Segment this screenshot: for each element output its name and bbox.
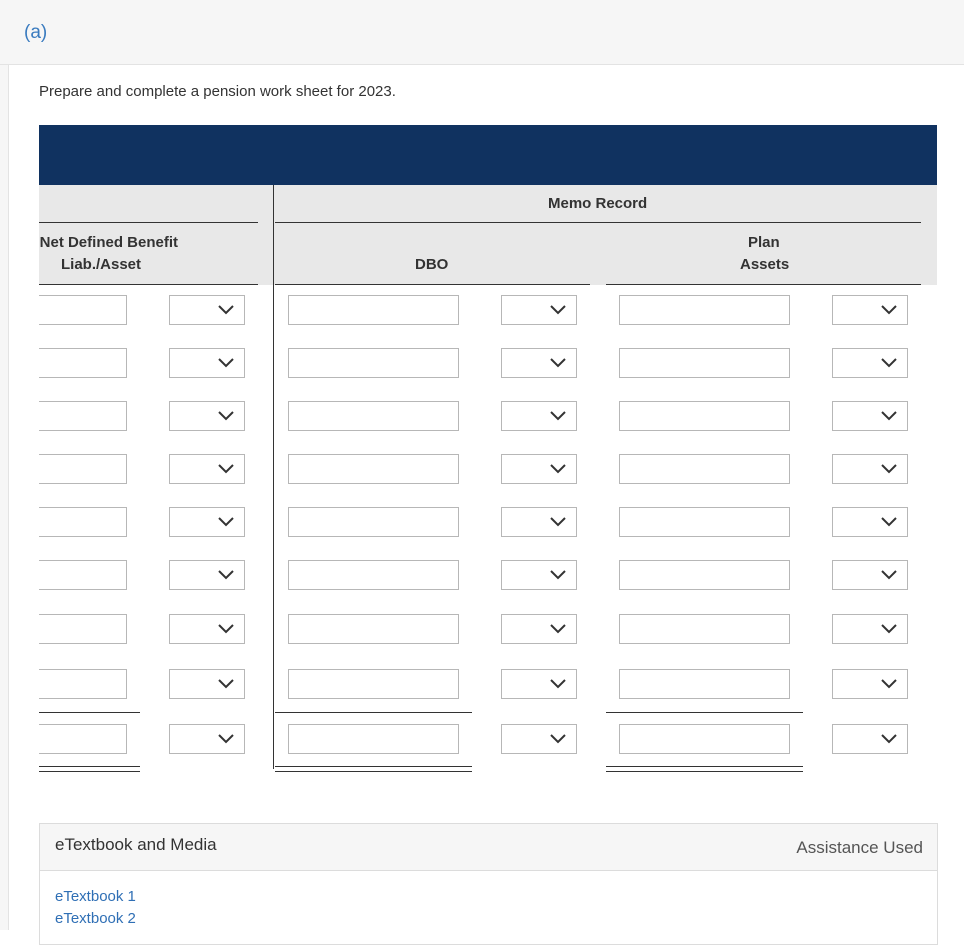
- chevron-down-icon: [550, 517, 566, 527]
- dbo-amount-input[interactable]: [288, 724, 459, 754]
- header-rule: [39, 222, 258, 223]
- dbo-amount-input[interactable]: [288, 614, 459, 644]
- dbo-dr-cr-select[interactable]: [501, 454, 577, 484]
- total-double-rule: [606, 766, 803, 772]
- plan-assets-dr-cr-select[interactable]: [832, 560, 908, 590]
- chevron-down-icon: [218, 305, 234, 315]
- etextbook-2-link[interactable]: eTextbook 2: [55, 910, 136, 927]
- header-rule: [275, 284, 590, 285]
- plan-assets-dr-cr-select[interactable]: [832, 454, 908, 484]
- plan-assets-dr-cr-select[interactable]: [832, 614, 908, 644]
- dbo-dr-cr-select[interactable]: [501, 669, 577, 699]
- plan-assets-header-line2: Assets: [740, 256, 790, 273]
- dbo-amount-input[interactable]: [288, 348, 459, 378]
- net-defined-benefit-dr-cr-select[interactable]: [169, 507, 245, 537]
- chevron-down-icon: [550, 411, 566, 421]
- plan-assets-amount-input[interactable]: [619, 295, 790, 325]
- net-defined-benefit-dr-cr-select[interactable]: [169, 348, 245, 378]
- dbo-amount-input[interactable]: [288, 401, 459, 431]
- plan-assets-amount-input[interactable]: [619, 401, 790, 431]
- dbo-amount-input[interactable]: [288, 669, 459, 699]
- chevron-down-icon: [881, 464, 897, 474]
- net-defined-benefit-amount-input[interactable]: [39, 401, 127, 431]
- chevron-down-icon: [881, 679, 897, 689]
- chevron-down-icon: [550, 624, 566, 634]
- net-defined-benefit-dr-cr-select[interactable]: [169, 295, 245, 325]
- total-double-rule: [39, 766, 140, 772]
- dbo-dr-cr-select[interactable]: [501, 295, 577, 325]
- chevron-down-icon: [218, 570, 234, 580]
- net-defined-benefit-amount-input[interactable]: [39, 507, 127, 537]
- net-defined-benefit-amount-input[interactable]: [39, 614, 127, 644]
- plan-assets-header-line1: Plan: [748, 234, 780, 251]
- plan-assets-amount-input[interactable]: [619, 454, 790, 484]
- net-defined-benefit-header-line1: Net Defined Benefit: [39, 234, 178, 251]
- subtotal-rule: [606, 712, 803, 713]
- plan-assets-dr-cr-select[interactable]: [832, 295, 908, 325]
- media-panel-header: [40, 824, 937, 871]
- chevron-down-icon: [218, 411, 234, 421]
- dbo-dr-cr-select[interactable]: [501, 560, 577, 590]
- net-defined-benefit-amount-input[interactable]: [39, 454, 127, 484]
- plan-assets-amount-input[interactable]: [619, 560, 790, 590]
- chevron-down-icon: [218, 358, 234, 368]
- subtotal-rule: [275, 712, 472, 713]
- dbo-header: DBO: [415, 256, 449, 273]
- dbo-amount-input[interactable]: [288, 295, 459, 325]
- chevron-down-icon: [550, 358, 566, 368]
- chevron-down-icon: [881, 411, 897, 421]
- net-defined-benefit-amount-input[interactable]: [39, 669, 127, 699]
- media-title: eTextbook and Media: [55, 835, 217, 854]
- chevron-down-icon: [218, 517, 234, 527]
- part-label: (a): [24, 22, 48, 43]
- plan-assets-dr-cr-select[interactable]: [832, 724, 908, 754]
- chevron-down-icon: [881, 358, 897, 368]
- dbo-amount-input[interactable]: [288, 507, 459, 537]
- chevron-down-icon: [550, 464, 566, 474]
- dbo-dr-cr-select[interactable]: [501, 507, 577, 537]
- net-defined-benefit-dr-cr-select[interactable]: [169, 669, 245, 699]
- chevron-down-icon: [881, 305, 897, 315]
- total-double-rule: [275, 766, 472, 772]
- instructions-text: Prepare and complete a pension work sheet for 2023.: [39, 83, 396, 100]
- header-rule: [606, 284, 921, 285]
- net-defined-benefit-dr-cr-select[interactable]: [169, 614, 245, 644]
- dbo-dr-cr-select[interactable]: [501, 614, 577, 644]
- dbo-dr-cr-select[interactable]: [501, 401, 577, 431]
- part-header: [0, 0, 964, 65]
- chevron-down-icon: [218, 679, 234, 689]
- left-rail: [0, 65, 9, 930]
- chevron-down-icon: [550, 679, 566, 689]
- net-defined-benefit-dr-cr-select[interactable]: [169, 724, 245, 754]
- chevron-down-icon: [881, 624, 897, 634]
- dbo-dr-cr-select[interactable]: [501, 724, 577, 754]
- chevron-down-icon: [550, 305, 566, 315]
- net-defined-benefit-dr-cr-select[interactable]: [169, 454, 245, 484]
- net-defined-benefit-amount-input[interactable]: [39, 348, 127, 378]
- subtotal-rule: [39, 712, 140, 713]
- net-defined-benefit-dr-cr-select[interactable]: [169, 560, 245, 590]
- header-rule: [275, 222, 921, 223]
- assistance-used-label: Assistance Used: [796, 838, 923, 857]
- chevron-down-icon: [550, 570, 566, 580]
- plan-assets-amount-input[interactable]: [619, 724, 790, 754]
- dbo-amount-input[interactable]: [288, 560, 459, 590]
- chevron-down-icon: [881, 517, 897, 527]
- chevron-down-icon: [218, 624, 234, 634]
- chevron-down-icon: [550, 734, 566, 744]
- plan-assets-dr-cr-select[interactable]: [832, 348, 908, 378]
- worksheet-banner: [39, 125, 937, 185]
- plan-assets-amount-input[interactable]: [619, 507, 790, 537]
- chevron-down-icon: [218, 464, 234, 474]
- etextbook-media-panel: [39, 823, 938, 945]
- net-defined-benefit-amount-input[interactable]: [39, 295, 127, 325]
- memo-divider: [273, 185, 274, 769]
- chevron-down-icon: [881, 570, 897, 580]
- dbo-amount-input[interactable]: [288, 454, 459, 484]
- plan-assets-dr-cr-select[interactable]: [832, 669, 908, 699]
- plan-assets-amount-input[interactable]: [619, 348, 790, 378]
- chevron-down-icon: [881, 734, 897, 744]
- plan-assets-amount-input[interactable]: [619, 669, 790, 699]
- plan-assets-dr-cr-select[interactable]: [832, 401, 908, 431]
- plan-assets-dr-cr-select[interactable]: [832, 507, 908, 537]
- net-defined-benefit-amount-input[interactable]: [39, 560, 127, 590]
- header-rule: [39, 284, 258, 285]
- memo-record-header: Memo Record: [548, 195, 648, 212]
- plan-assets-amount-input[interactable]: [619, 614, 790, 644]
- net-defined-benefit-amount-input[interactable]: [39, 724, 127, 754]
- dbo-dr-cr-select[interactable]: [501, 348, 577, 378]
- net-defined-benefit-header-line2: Liab./Asset: [61, 256, 142, 273]
- etextbook-1-link[interactable]: eTextbook 1: [55, 888, 136, 905]
- chevron-down-icon: [218, 734, 234, 744]
- net-defined-benefit-dr-cr-select[interactable]: [169, 401, 245, 431]
